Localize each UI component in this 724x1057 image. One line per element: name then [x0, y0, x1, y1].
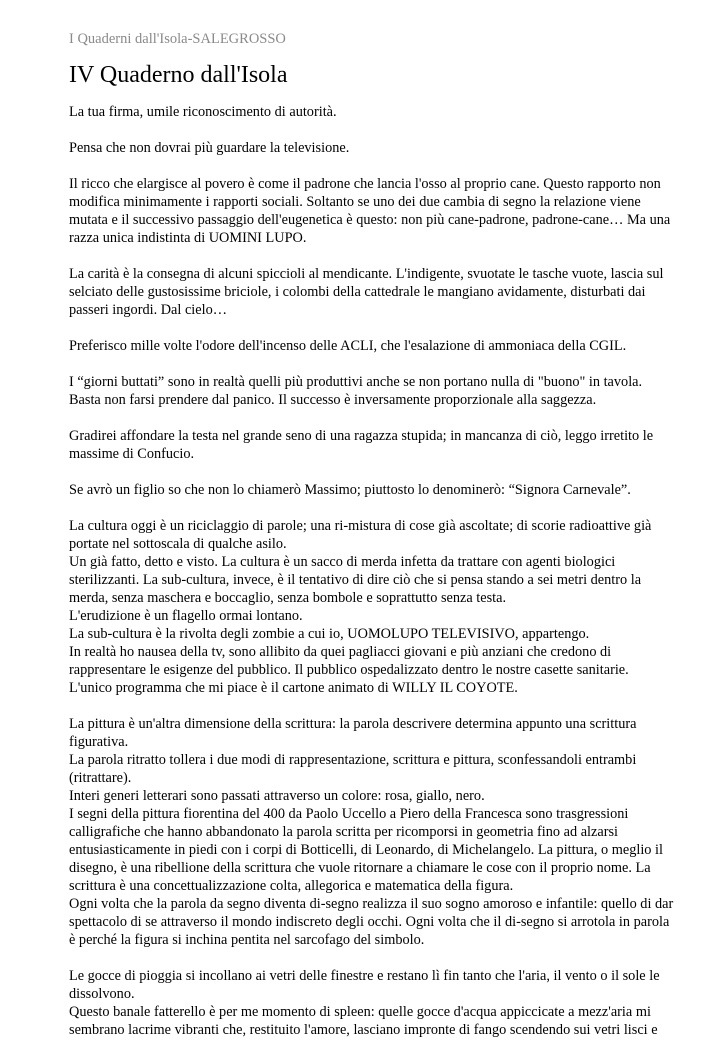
- paragraph-line: Gradirei affondare la testa nel grande seno di una ragazza stupida; in mancanza di ciò, leggo irretito le: [69, 428, 654, 444]
- paragraph: [69, 265, 689, 319]
- paragraph-line: Ogni volta che la parola da segno diventa di-segno realizza il suo sogno amoroso e infantile: quello di dar: [69, 896, 674, 912]
- paragraph-line: Questo banale fatterello è per me momento di spleen: quelle gocce d'acqua appiccicate a mezz'aria mi: [69, 1004, 651, 1020]
- paragraph-line: è perché la figura si inchina pentita nel sarcofago del simbolo.: [69, 932, 425, 948]
- paragraph-line: sembrano lacrime vibranti che, restituito l'amore, lasciano impronte di fango scendendo sui vetri lisci e: [69, 1022, 658, 1038]
- paragraph-line: portate nel sottoscala di qualche asilo.: [69, 536, 287, 552]
- paragraph: [69, 715, 689, 949]
- paragraph-line: spettacolo di se attraverso il mondo indiscreto degli occhi. Ogni volta che il di-segno si arrotola in parola: [69, 914, 670, 930]
- paragraph: [69, 337, 689, 355]
- paragraph: [69, 967, 689, 1039]
- document-page: [69, 30, 689, 1057]
- paragraph-line: In realtà ho nausea della tv, sono allibito da quei pagliacci giovani e più anziani che credono di: [69, 644, 612, 660]
- document-body: [69, 103, 689, 1039]
- paragraph-line: Pensa che non dovrai più guardare la televisione.: [69, 140, 350, 156]
- running-header: [69, 30, 689, 48]
- paragraph-line: sterilizzanti. La sub-cultura, invece, è il tentativo di dire ciò che si pensa stando a sei metri dentro la: [69, 572, 642, 588]
- paragraph-line: La pittura è un'altra dimensione della scrittura: la parola descrivere determina appunto una scrittura: [69, 716, 637, 732]
- paragraph-line: razza unica indistinta di UOMINI LUPO.: [69, 230, 307, 246]
- paragraph-line: rappresentare le esigenze del pubblico. Il pubblico ospedalizzato dentro le nostre casette sanitarie.: [69, 662, 629, 678]
- paragraph: [69, 373, 689, 409]
- paragraph-line: I “giorni buttati” sono in realtà quelli più produttivi anche se non portano nulla di "buono" in tavola.: [69, 374, 643, 390]
- paragraph-line: dissolvono.: [69, 986, 135, 1002]
- paragraph-line: passeri ingordi. Dal cielo…: [69, 302, 228, 318]
- paragraph-line: Il ricco che elargisce al povero è come il padrone che lancia l'osso al proprio cane. Questo rapporto non: [69, 176, 661, 192]
- running-header-series: I Quaderni dall'Isola: [69, 31, 188, 47]
- paragraph: [69, 517, 689, 697]
- paragraph-line: Le gocce di pioggia si incollano ai vetri delle finestre e restano lì fin tanto che l'aria, il vento o il sole le: [69, 968, 660, 984]
- document-title: IV Quaderno dall'Isola: [69, 62, 288, 88]
- paragraph-line: La tua firma, umile riconoscimento di autorità.: [69, 104, 337, 120]
- paragraph: [69, 103, 689, 121]
- paragraph-line: L'erudizione è un flagello ormai lontano.: [69, 608, 303, 624]
- paragraph-line: scrittura è una concettualizzazione colta, allegorica e matematica della figura.: [69, 878, 514, 894]
- paragraph-line: calligrafiche che hanno abbandonato la parola scritta per ricomporsi in geometria fino ad alzarsi: [69, 824, 619, 840]
- paragraph-line: Basta non farsi prendere dal panico. Il successo è inversamente proporzionale alla saggezza.: [69, 392, 597, 408]
- paragraph-line: L'unico programma che mi piace è il cartone animato di WILLY IL COYOTE.: [69, 680, 518, 696]
- paragraph: [69, 481, 689, 499]
- paragraph-line: entusiasticamente in piedi con i corpi di Botticelli, di Leonardo, di Michelangelo. La pittura, o meglio il: [69, 842, 663, 858]
- paragraph-line: (ritrattare).: [69, 770, 132, 786]
- paragraph-line: Se avrò un figlio so che non lo chiamerò Massimo; piuttosto lo denominerò: “Signora Carnevale”.: [69, 482, 631, 498]
- running-header-author: SALEGROSSO: [192, 31, 286, 47]
- paragraph-line: La carità è la consegna di alcuni spiccioli al mendicante. L'indigente, svuotate le tasche vuote, lascia sul: [69, 266, 664, 282]
- paragraph-line: selciato delle gustosissime briciole, i colombi della cattedrale le mangiano avidamente, disturbati dai: [69, 284, 646, 300]
- paragraph-line: massime di Confucio.: [69, 446, 195, 462]
- paragraph-line: La sub-cultura è la rivolta degli zombie a cui io, UOMOLUPO TELEVISIVO, appartengo.: [69, 626, 590, 642]
- paragraph-line: figurativa.: [69, 734, 129, 750]
- paragraph: [69, 175, 689, 247]
- paragraph-line: I segni della pittura fiorentina del 400 da Paolo Uccello a Piero della Francesca sono trasgressioni: [69, 806, 629, 822]
- paragraph-line: Preferisco mille volte l'odore dell'incenso delle ACLI, che l'esalazione di ammoniaca della CGIL.: [69, 338, 627, 354]
- paragraph-line: merda, senza maschera e boccaglio, senza bombole e soprattutto senza testa.: [69, 590, 507, 606]
- paragraph: [69, 139, 689, 157]
- paragraph-line: mutata e il successivo passaggio dell'eugenetica è questo: non più cane-padrone, padrone-cane… Ma una: [69, 212, 671, 228]
- paragraph-line: Interi generi letterari sono passati attraverso un colore: rosa, giallo, nero.: [69, 788, 485, 804]
- paragraph-line: disegno, è una ribellione della scrittura che vuole ritornare a chiamare le cose con il proprio nome. La: [69, 860, 651, 876]
- running-header-separator: -: [187, 31, 193, 47]
- paragraph-line: La cultura oggi è un riciclaggio di parole; una ri-mistura di cose già ascoltate; di scorie radioattive già: [69, 518, 652, 534]
- paragraph-line: modifica minimamente i rapporti sociali. Soltanto se uno dei due cambia di segno la relazione viene: [69, 194, 641, 210]
- paragraph-line: La parola ritratto tollera i due modi di rappresentazione, scrittura e pittura, sconfessandoli entrambi: [69, 752, 637, 768]
- paragraph-line: Un già fatto, detto e visto. La cultura è un sacco di merda infetta da trattare con agenti biologici: [69, 554, 616, 570]
- paragraph: [69, 427, 689, 463]
